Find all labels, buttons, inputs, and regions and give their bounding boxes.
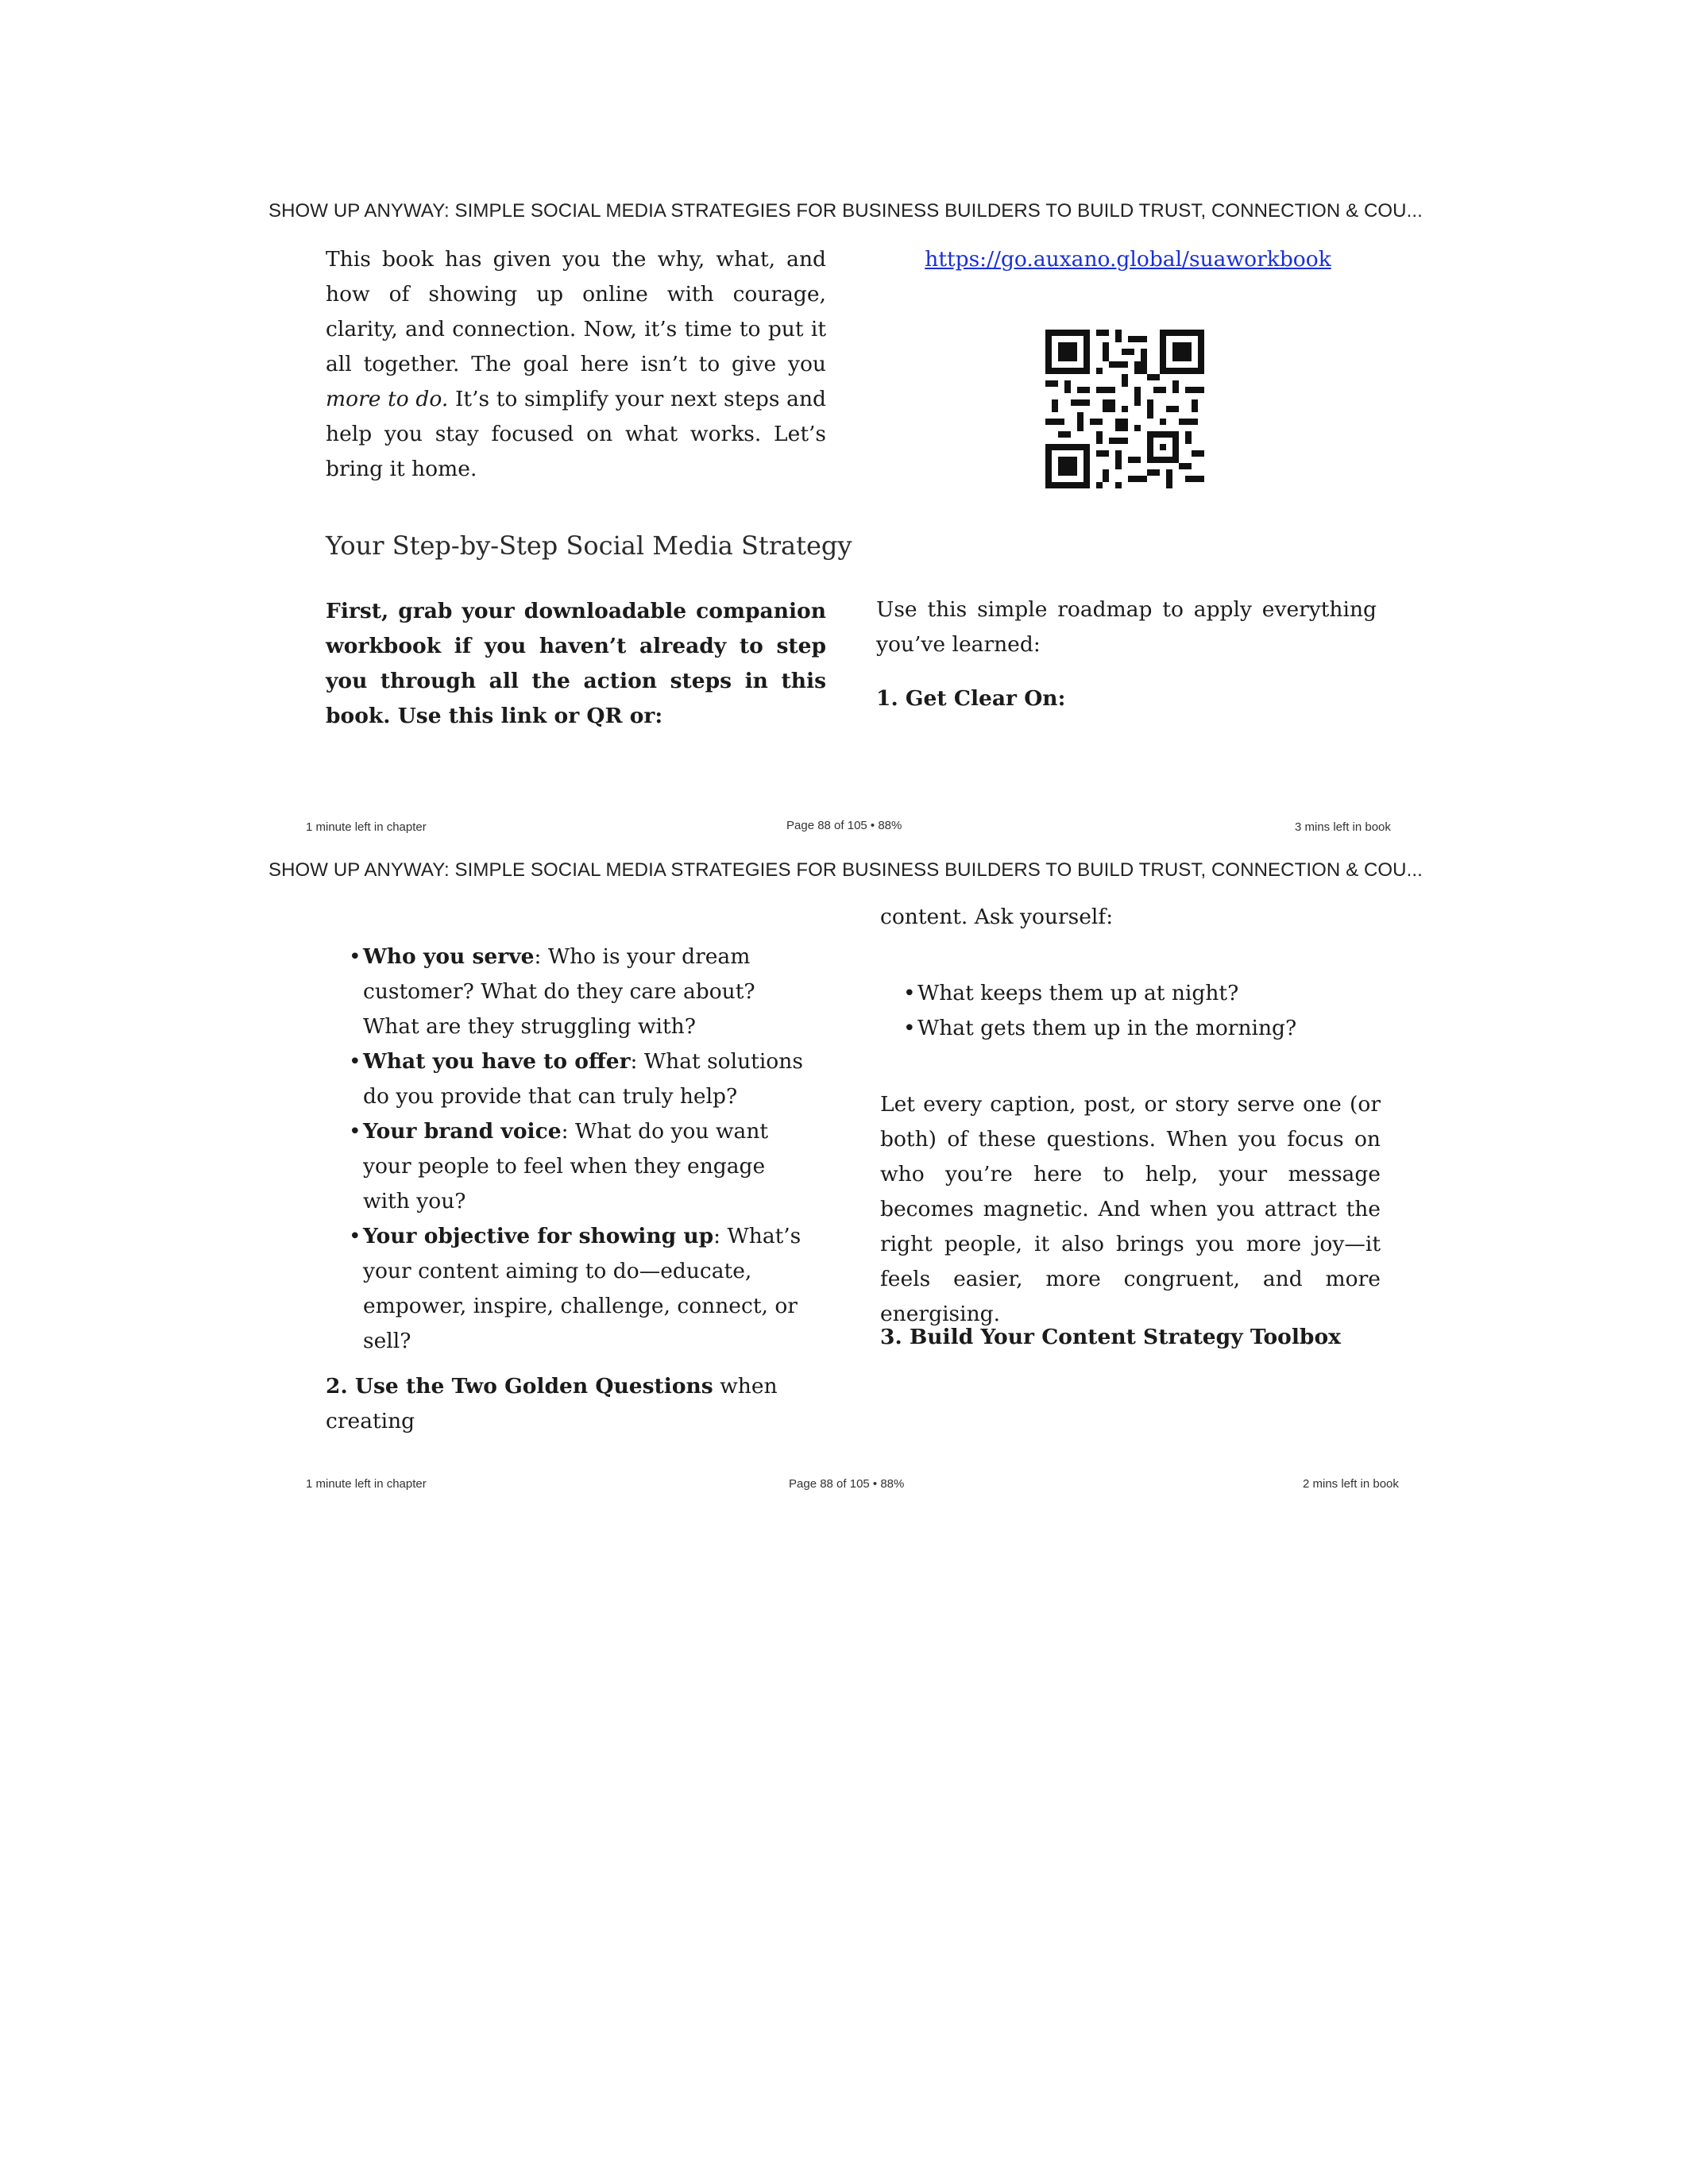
chapter-time-left: 1 minute left in chapter xyxy=(306,820,427,834)
bullet-bold: Who you serve xyxy=(363,944,535,969)
reader-page-1 xyxy=(0,0,1688,839)
question-list xyxy=(902,976,1378,1046)
bullet-item xyxy=(347,1219,812,1359)
question-item: • What gets them up in the morning? xyxy=(902,1011,1378,1046)
roadmap-intro-text: Use this simple roadmap to apply everything you’ve learned: xyxy=(876,597,1377,657)
bullet-text: : Who is your dream customer? What do they care about? What are they struggling with? xyxy=(363,944,755,1039)
golden-questions xyxy=(902,976,1378,1046)
page-progress: Page 88 of 105 • 88% xyxy=(789,1477,905,1491)
reader-page-2 xyxy=(0,839,1688,1506)
step-2-text: when creating xyxy=(326,1374,778,1433)
step-1-heading: 1. Get Clear On: xyxy=(876,686,1066,711)
bullet-text: : What do you want your people to feel when they engage with you? xyxy=(363,1119,769,1214)
bullet-bold: Your brand voice xyxy=(363,1119,562,1144)
book-title-header: SHOW UP ANYWAY: SIMPLE SOCIAL MEDIA STRATEGIES FOR BUSINESS BUILDERS TO BUILD TRUST, CONNECTION & COU... xyxy=(268,859,1423,881)
bullet-bold: Your objective for showing up xyxy=(363,1224,714,1248)
bullet-bold: What you have to offer xyxy=(363,1049,631,1074)
intro-text-2: It’s to simplify your next steps and help you stay focused on what works. Let’s bring it home. xyxy=(326,387,827,481)
chapter-time-left: 1 minute left in chapter xyxy=(306,1477,427,1491)
intro-emphasis: more to do. xyxy=(326,387,449,411)
roadmap-intro xyxy=(876,592,1377,662)
step-3-heading: 3. Build Your Content Strategy Toolbox xyxy=(880,1325,1341,1349)
golden-paragraph xyxy=(880,1087,1381,1332)
bullet-list-left xyxy=(347,940,812,1359)
question-item: • What keeps them up at night? xyxy=(902,976,1378,1011)
clarity-bullets xyxy=(347,940,812,1359)
intro-text-1: This book has given you the why, what, and how of showing up online with courage, clarity, and connection. Now, it’s time to put it all together. The goal here isn’t to give you xyxy=(326,247,826,376)
workbook-callout xyxy=(326,594,826,734)
book-time-left: 2 mins left in book xyxy=(1303,1477,1399,1491)
bullet-item xyxy=(347,940,812,1044)
bullet-text: : What’s your content aiming to do—educate, empower, inspire, challenge, connect, or sell? xyxy=(363,1224,802,1353)
bullet-item xyxy=(347,1114,812,1219)
bullet-text: : What solutions do you provide that can truly help? xyxy=(363,1049,803,1109)
workbook-callout-text: First, grab your downloadable companion workbook if you haven’t already to step you through all the action steps in this book. Use this link or QR or: xyxy=(326,599,826,728)
section-heading: Your Step-by-Step Social Media Strategy xyxy=(326,531,852,561)
workbook-link[interactable]: https://go.auxano.global/suaworkbook xyxy=(925,247,1331,272)
continued-text: content. Ask yourself: xyxy=(880,905,1114,929)
book-title-header: SHOW UP ANYWAY: SIMPLE SOCIAL MEDIA STRATEGIES FOR BUSINESS BUILDERS TO BUILD TRUST, CONNECTION & COU... xyxy=(268,200,1423,222)
page-progress: Page 88 of 105 • 88% xyxy=(786,819,902,832)
bullet-item xyxy=(347,1044,812,1114)
qr-code-icon[interactable] xyxy=(1045,330,1204,488)
intro-paragraph xyxy=(326,242,826,487)
step-2-heading: 2. Use the Two Golden Questions xyxy=(326,1374,713,1399)
book-time-left: 3 mins left in book xyxy=(1295,820,1391,834)
step-2-line xyxy=(326,1369,842,1439)
workbook-link-block xyxy=(874,242,1382,277)
golden-paragraph-text: Let every caption, post, or story serve one (or both) of these questions. When you focus on who you’re here to help, your message becomes magnetic. And when you attract the right people, it also brings you more joy—it feels easier, more congruent, and more energising. xyxy=(880,1092,1381,1326)
